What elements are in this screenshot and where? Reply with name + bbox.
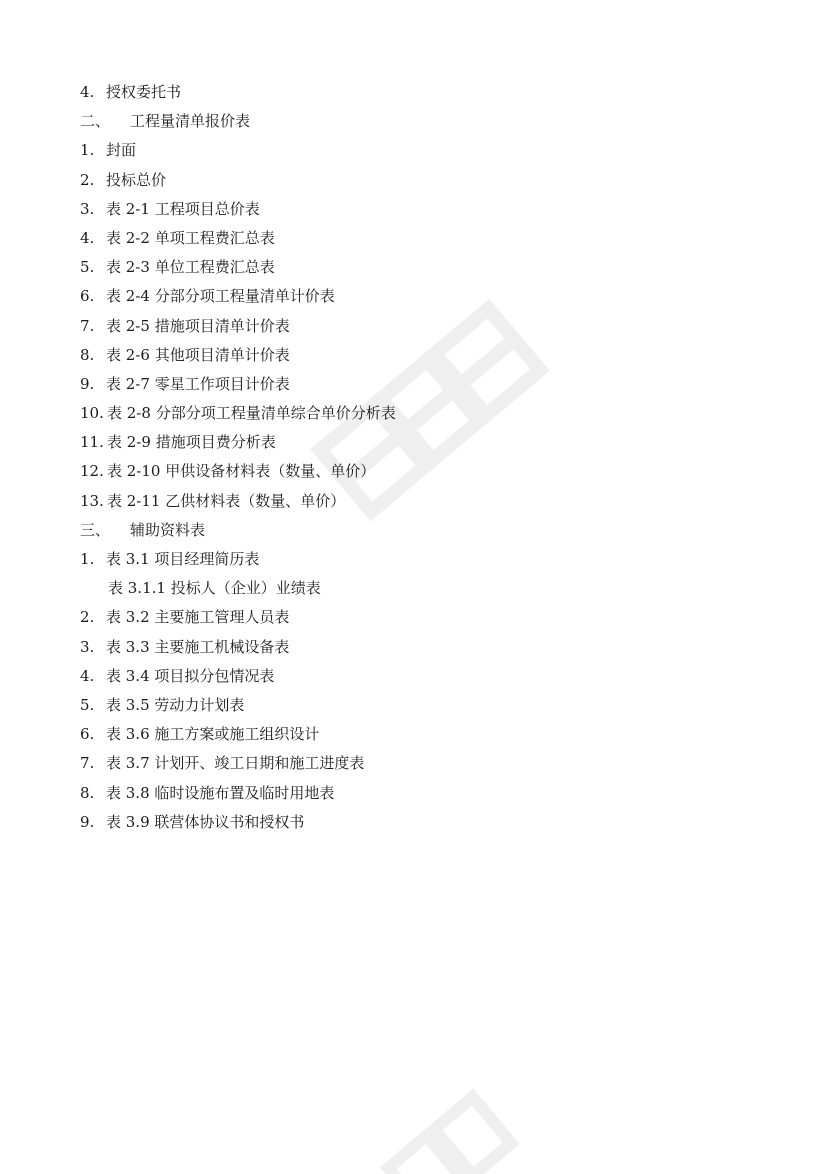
toc-entry-number: 9. <box>80 812 95 831</box>
toc-entry-number: 3. <box>80 199 95 218</box>
toc-entry-text: 表 3.8 临时设施布置及临时用地表 <box>106 783 335 802</box>
toc-entry <box>80 457 740 486</box>
toc-entry-text: 表 3.1.1 投标人（企业）业绩表 <box>108 579 321 598</box>
toc-entry-text: 表 2-2 单项工程费汇总表 <box>106 228 275 247</box>
toc-entry-text: 表 2-8 分部分项工程量清单综合单价分析表 <box>107 404 396 423</box>
toc-entry-number: 三、 <box>80 520 111 539</box>
toc-entry-number: 8. <box>80 345 95 364</box>
toc-entry <box>80 399 740 428</box>
toc-entry <box>80 136 740 165</box>
toc-entry <box>80 545 740 574</box>
toc-entry-number: 12. <box>80 462 104 481</box>
toc-entry-number: 9. <box>80 374 95 393</box>
toc-entry-number: 7. <box>80 316 95 335</box>
toc-entry <box>80 224 740 253</box>
toc-entry-text: 表 2-6 其他项目清单计价表 <box>106 345 290 364</box>
toc-entry <box>80 779 740 808</box>
toc-entry-text: 表 2-9 措施项目费分析表 <box>107 433 276 452</box>
toc-entry-number: 2. <box>80 170 95 189</box>
toc-entry-number: 13. <box>80 491 104 510</box>
toc-entry-text: 封面 <box>106 141 137 160</box>
table-of-contents <box>80 78 740 837</box>
toc-entry-number: 6. <box>80 287 95 306</box>
toc-entry-number: 7. <box>80 754 95 773</box>
toc-entry-text: 表 3.4 项目拟分包情况表 <box>106 666 275 685</box>
toc-entry-text: 表 3.3 主要施工机械设备表 <box>106 637 290 656</box>
toc-entry <box>80 253 740 282</box>
toc-entry <box>80 720 740 749</box>
toc-entry <box>80 808 740 837</box>
toc-entry-text: 表 2-11 乙供材料表（数量、单价） <box>107 491 346 510</box>
toc-entry <box>80 78 740 107</box>
toc-entry <box>80 195 740 224</box>
toc-entry <box>80 603 740 632</box>
toc-entry-number: 1. <box>80 550 95 568</box>
toc-entry-number: 10. <box>80 404 104 423</box>
toc-entry-text: 投标总价 <box>106 170 167 189</box>
toc-entry-text: 表 3.6 施工方案或施工组织设计 <box>106 725 320 744</box>
toc-entry-number: 11. <box>80 433 104 452</box>
toc-entry-text: 授权委托书 <box>106 83 182 101</box>
toc-entry-text: 表 3.2 主要施工管理人员表 <box>106 608 290 627</box>
toc-entry-text: 工程量清单报价表 <box>130 112 251 131</box>
toc-entry <box>80 749 740 778</box>
toc-entry-number: 4. <box>80 228 95 247</box>
toc-entry <box>80 428 740 457</box>
toc-entry <box>80 633 740 662</box>
toc-entry <box>80 662 740 691</box>
toc-entry-number: 5. <box>80 695 95 714</box>
toc-entry <box>80 166 740 195</box>
toc-entry <box>80 370 740 399</box>
toc-entry-text: 表 3.1 项目经理简历表 <box>106 550 260 568</box>
toc-entry <box>80 312 740 341</box>
toc-section-heading <box>80 516 740 545</box>
toc-entry <box>80 341 740 370</box>
toc-entry-number: 2. <box>80 608 95 627</box>
toc-entry-text: 表 2-5 措施项目清单计价表 <box>106 316 290 335</box>
watermark-logo-icon <box>380 1080 540 1174</box>
toc-entry-text: 表 3.9 联营体协议书和授权书 <box>106 812 305 831</box>
toc-entry-number: 1. <box>80 141 95 160</box>
toc-entry-number: 6. <box>80 725 95 744</box>
toc-section-heading <box>80 107 740 136</box>
toc-entry-text: 表 2-1 工程项目总价表 <box>106 199 260 218</box>
toc-entry-text: 辅助资料表 <box>130 520 206 539</box>
toc-entry-text: 表 2-4 分部分项工程量清单计价表 <box>106 287 335 306</box>
toc-entry-number: 二、 <box>80 112 111 131</box>
toc-entry <box>80 691 740 720</box>
toc-entry-number: 5. <box>80 258 95 277</box>
toc-entry-number: 4. <box>80 83 95 101</box>
toc-entry-text: 表 2-10 甲供设备材料表（数量、单价） <box>107 462 376 481</box>
toc-entry-text: 表 3.7 计划开、竣工日期和施工进度表 <box>106 754 365 773</box>
toc-entry <box>80 487 740 516</box>
toc-entry <box>80 282 740 311</box>
toc-entry-number: 8. <box>80 783 95 802</box>
toc-entry-number: 4. <box>80 666 95 685</box>
toc-entry-number: 3. <box>80 637 95 656</box>
toc-entry-text: 表 2-7 零星工作项目计价表 <box>106 374 290 393</box>
toc-entry <box>80 574 740 603</box>
toc-entry-text: 表 2-3 单位工程费汇总表 <box>106 258 275 277</box>
toc-entry-text: 表 3.5 劳动力计划表 <box>106 695 245 714</box>
